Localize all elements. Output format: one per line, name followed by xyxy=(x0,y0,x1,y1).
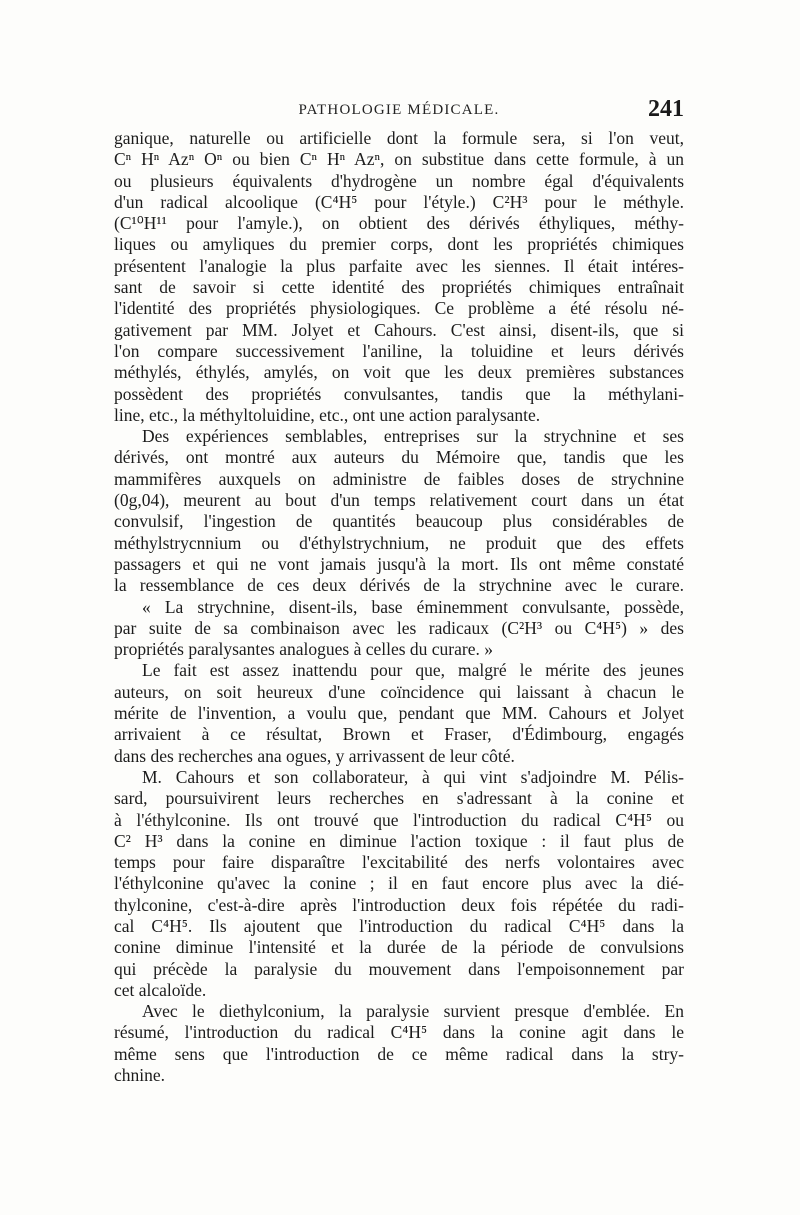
text-line: temps pour faire disparaître l'excitabilité des nerfs volontaires avec xyxy=(114,852,684,873)
text-line: liques ou amyliques du premier corps, dont les propriétés chimiques xyxy=(114,234,684,255)
text-line: cet alcaloïde. xyxy=(114,979,207,1000)
text-line: auteurs, on soit heureux d'une coïncidence qui laissant à chacun le xyxy=(114,681,684,702)
text-line: propriétés paralysantes analogues à celles du curare. » xyxy=(114,639,494,660)
text-line: méthylés, éthylés, amylés, on voit que les deux premières substances xyxy=(114,362,684,383)
text-line: qui précède la paralysie du mouvement dans l'empoisonnement par xyxy=(114,958,684,979)
text-line: chnine. xyxy=(114,1065,166,1086)
text-line: Cⁿ Hⁿ Azⁿ Oⁿ ou bien Cⁿ Hⁿ Azⁿ, on substitue dans cette formule, à un xyxy=(114,149,684,170)
text-line: conine diminue l'intensité et la durée de la période de convulsions xyxy=(114,937,684,958)
text-line: l'identité des propriétés physiologiques. Ce problème a été résolu né- xyxy=(114,298,684,319)
text-line: gativement par MM. Jolyet et Cahours. C'est ainsi, disent-ils, que si xyxy=(114,319,684,340)
text-line: sard, poursuivirent leurs recherches en s'adressant à la conine et xyxy=(114,788,684,809)
text-line: dans des recherches ana ogues, y arrivassent de leur côté. xyxy=(114,745,515,766)
text-line: possèdent des propriétés convulsantes, tandis que la méthylani- xyxy=(114,383,684,404)
text-line: présentent l'analogie la plus parfaite avec les siennes. Il était intéres- xyxy=(114,255,684,276)
text-line: l'on compare successivement l'aniline, la toluidine et leurs dérivés xyxy=(114,340,684,361)
show-through-mark xyxy=(170,1110,640,1122)
text-line: l'éthylconine qu'avec la conine ; il en faut encore plus avec la dié- xyxy=(114,873,684,894)
text-line: ganique, naturelle ou artificielle dont la formule sera, si l'on veut, xyxy=(114,128,684,148)
text-line: résumé, l'introduction du radical C⁴H⁵ dans la conine agit dans le xyxy=(114,1022,684,1043)
text-line: par suite de sa combinaison avec les radicaux (C²H³ ou C⁴H⁵) » des xyxy=(114,617,684,638)
text-line: mammifères auxquels on administre de faibles doses de strychnine xyxy=(114,468,684,489)
running-title: PATHOLOGIE MÉDICALE. xyxy=(298,102,500,118)
text-line: « La strychnine, disent-ils, base éminemment convulsante, possède, xyxy=(142,596,684,617)
running-head xyxy=(114,96,684,126)
body-text xyxy=(114,128,684,1086)
text-line: Le fait est assez inattendu pour que, malgré le mérite des jeunes xyxy=(142,660,684,681)
page-number: 241 xyxy=(648,96,684,122)
text-line: d'un radical alcoolique (C⁴H⁵ pour l'étyle.) C²H³ pour le méthyle. xyxy=(114,191,684,212)
text-line: mérite de l'invention, a voulu que, pendant que MM. Cahours et Jolyet xyxy=(114,703,684,724)
text-line: M. Cahours et son collaborateur, à qui vint s'adjoindre M. Pélis- xyxy=(142,766,684,787)
text-line: Avec le diethylconium, la paralysie survient presque d'emblée. En xyxy=(142,1001,684,1022)
text-line: convulsif, l'ingestion de quantités beaucoup plus considérables de xyxy=(114,511,684,532)
show-through-mark xyxy=(170,1003,640,1015)
text-line: arrivaient à ce résultat, Brown et Fraser, d'Édimbourg, engagés xyxy=(114,724,684,745)
text-line: (0g,04), meurent au bout d'un temps relativement court dans un état xyxy=(114,490,684,511)
text-line: à l'éthylconine. Ils ont trouvé que l'introduction du radical C⁴H⁵ ou xyxy=(114,809,684,830)
text-line: Des expériences semblables, entreprises sur la strychnine et ses xyxy=(142,426,684,447)
text-line: C² H³ dans la conine en diminue l'action toxique : il faut plus de xyxy=(114,830,684,851)
text-line: dérivés, ont montré aux auteurs du Mémoire que, tandis que les xyxy=(114,447,684,468)
text-line: même sens que l'introduction de ce même radical dans la stry- xyxy=(114,1043,684,1064)
text-line: ou plusieurs équivalents d'hydrogène un nombre égal d'équivalents xyxy=(114,170,684,191)
text-line: passagers et qui ne vont jamais jusqu'à la mort. Ils ont même constaté xyxy=(114,553,684,574)
text-line: line, etc., la méthyltoluidine, etc., ont une action paralysante. xyxy=(114,404,541,425)
text-line: méthylstrycnnium ou d'éthylstrychnium, ne produit que des effets xyxy=(114,532,684,553)
text-line: (C¹⁰H¹¹ pour l'amyle.), on obtient des dérivés éthyliques, méthy- xyxy=(114,213,684,234)
text-line: la ressemblance de ces deux dérivés de la strychnine avec le curare. xyxy=(114,575,684,596)
text-line: sant de savoir si cette identité des propriétés chimiques entraînait xyxy=(114,277,684,298)
text-line: cal C⁴H⁵. Ils ajoutent que l'introduction du radical C⁴H⁵ dans la xyxy=(114,915,684,936)
text-line: thylconine, c'est-à-dire après l'introduction deux fois répétée du radi- xyxy=(114,894,684,915)
